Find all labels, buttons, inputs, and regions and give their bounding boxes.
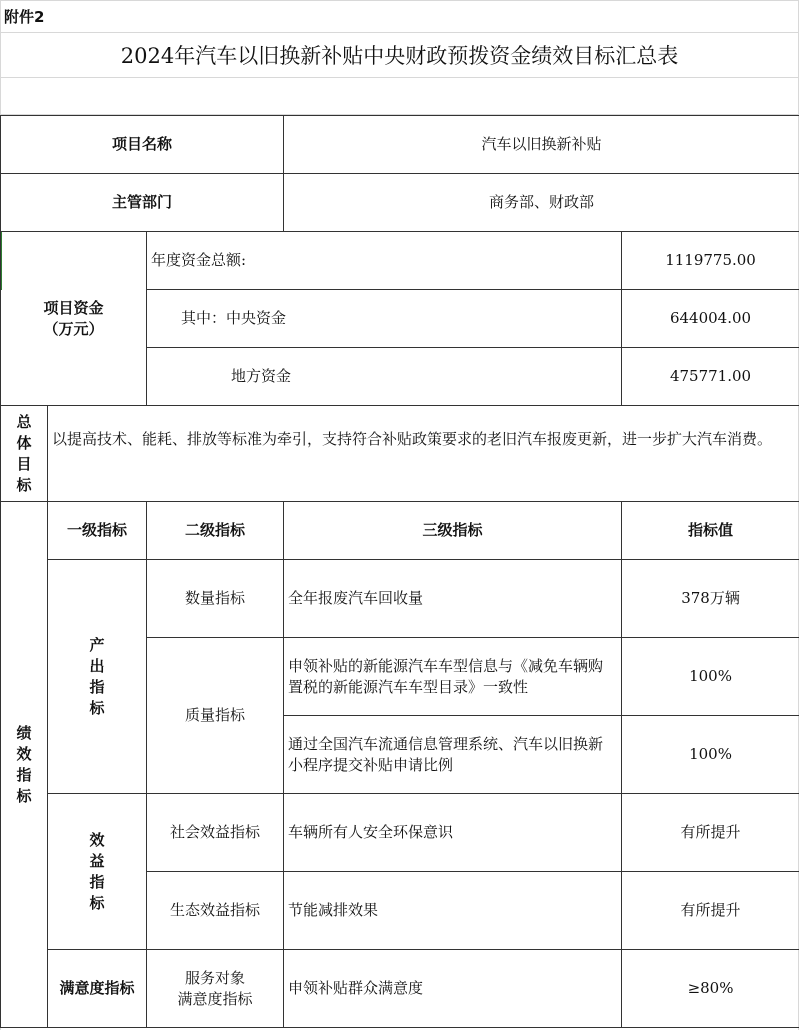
benefit-indicator-label [48, 794, 147, 950]
vertical-char: 标 [16, 786, 32, 805]
quantity-indicator-value: 378万辆 [622, 560, 799, 638]
satisfaction-indicator-label: 满意度指标 [48, 950, 147, 1028]
department-value: 商务部、财政部 [284, 174, 799, 232]
vertical-char: 标 [89, 893, 105, 912]
project-name-label: 项目名称 [1, 116, 284, 174]
funds-label-line: 项目资金 [43, 298, 104, 317]
quality-indicator-value: 100% [622, 716, 799, 794]
vertical-char: 体 [16, 433, 32, 452]
vertical-char: 指 [89, 872, 105, 891]
quality-indicator-label: 质量指标 [147, 638, 284, 794]
page-title: 2024年汽车以旧换新补贴中央财政预拨资金绩效目标汇总表 [0, 32, 799, 78]
vertical-char: 目 [16, 454, 32, 473]
vertical-char: 出 [89, 656, 105, 675]
overall-goal-label [1, 406, 48, 502]
eco-benefit-label: 生态效益指标 [147, 872, 284, 950]
output-indicator-label [48, 560, 147, 794]
vertical-char: 标 [89, 698, 105, 717]
vertical-char: 指 [89, 677, 105, 696]
vertical-char: 绩 [16, 723, 32, 742]
funds-local-label: 地方资金 [147, 348, 622, 406]
eco-benefit-value: 有所提升 [622, 872, 799, 950]
satisfaction-sub-label-line: 服务对象 [185, 968, 246, 987]
quality-indicator-item: 申领补贴的新能源汽车车型信息与《减免车辆购置税的新能源汽车车型目录》一致性 [284, 638, 622, 716]
satisfaction-value: ≥80% [622, 950, 799, 1028]
vertical-char: 指 [16, 765, 32, 784]
funds-central-value: 644004.00 [622, 290, 799, 348]
overall-goal-text: 以提高技术、能耗、排放等标准为牵引，支持符合补贴政策要求的老旧汽车报废更新，进一步扩大汽车消费。 [48, 406, 799, 502]
vertical-char: 效 [89, 830, 105, 849]
funds-total-label: 年度资金总额: [147, 232, 622, 290]
indicator-row [1, 794, 799, 872]
performance-table [0, 115, 799, 1028]
vertical-char: 产 [89, 635, 105, 654]
project-name-value: 汽车以旧换新补贴 [284, 116, 799, 174]
vertical-char: 益 [89, 851, 105, 870]
satisfaction-sub-label [147, 950, 284, 1028]
funds-total-value: 1119775.00 [622, 232, 799, 290]
indicator-row [1, 560, 799, 638]
header-level2: 二级指标 [147, 502, 284, 560]
project-name-row [1, 116, 799, 174]
satisfaction-item: 申领补贴群众满意度 [284, 950, 622, 1028]
header-level1: 一级指标 [48, 502, 147, 560]
funds-label [1, 232, 147, 406]
vertical-char: 标 [16, 475, 32, 494]
indicator-row [1, 950, 799, 1028]
header-value: 指标值 [622, 502, 799, 560]
quantity-indicator-label: 数量指标 [147, 560, 284, 638]
vertical-char: 总 [16, 412, 32, 431]
eco-benefit-item: 节能减排效果 [284, 872, 622, 950]
vertical-char: 效 [16, 744, 32, 763]
attachment-label: 附件2 [4, 8, 45, 26]
funds-local-value: 475771.00 [622, 348, 799, 406]
social-benefit-item: 车辆所有人安全环保意识 [284, 794, 622, 872]
quantity-indicator-item: 全年报废汽车回收量 [284, 560, 622, 638]
quality-indicator-value: 100% [622, 638, 799, 716]
social-benefit-value: 有所提升 [622, 794, 799, 872]
header-level3: 三级指标 [284, 502, 622, 560]
indicator-header-row [1, 502, 799, 560]
department-row [1, 174, 799, 232]
grid-line [0, 0, 799, 1]
funds-label-line: （万元） [43, 319, 104, 338]
social-benefit-label: 社会效益指标 [147, 794, 284, 872]
satisfaction-sub-label-line: 满意度指标 [177, 989, 253, 1008]
department-label: 主管部门 [1, 174, 284, 232]
quality-indicator-item: 通过全国汽车流通信息管理系统、汽车以旧换新小程序提交补贴申请比例 [284, 716, 622, 794]
funds-central-label: 其中：中央资金 [147, 290, 622, 348]
funds-row [1, 232, 799, 290]
indicator-section-label [1, 502, 48, 1028]
overall-goal-row [1, 406, 799, 502]
